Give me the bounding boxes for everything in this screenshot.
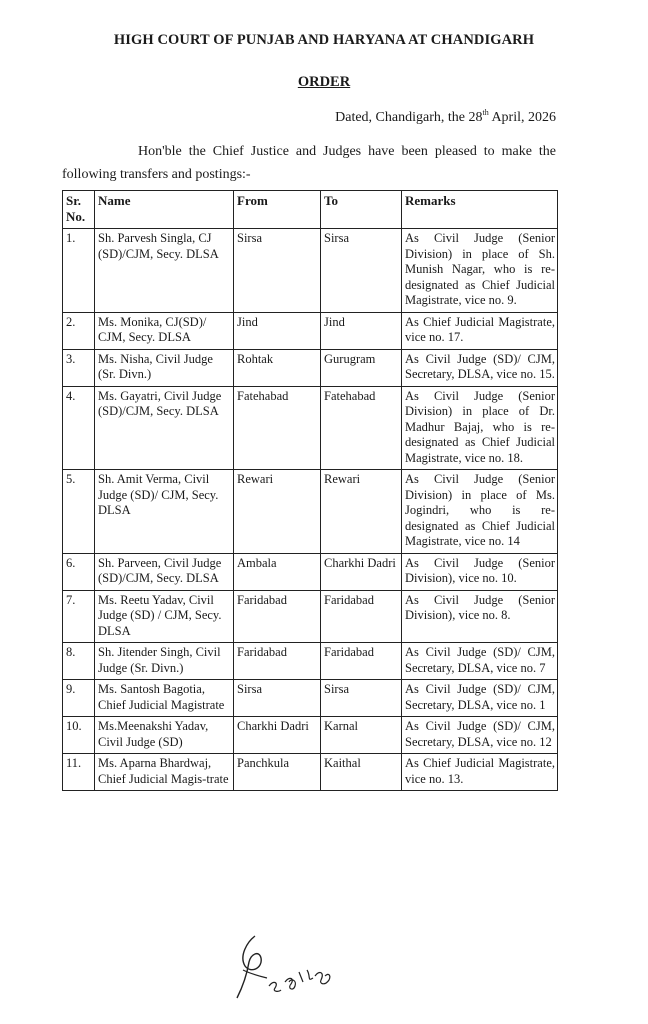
cell-to: Sirsa xyxy=(321,229,402,313)
order-heading-text: ORDER xyxy=(297,74,351,90)
cell-remarks: As Civil Judge (SD)/ CJM, Secretary, DLSA, vice no. 15. xyxy=(402,349,558,386)
cell-remarks: As Civil Judge (Senior Division), vice no. 8. xyxy=(402,590,558,643)
cell-name: Ms.Meenakshi Yadav, Civil Judge (SD) xyxy=(95,717,234,754)
cell-remarks: As Civil Judge (Senior Division), vice no. 10. xyxy=(402,553,558,590)
col-header-from: From xyxy=(234,191,321,229)
cell-to: Faridabad xyxy=(321,590,402,643)
table-row xyxy=(63,553,558,590)
cell-remarks: As Chief Judicial Magistrate, vice no. 13. xyxy=(402,754,558,791)
cell-sr: 4. xyxy=(63,386,95,470)
cell-name: Sh. Parveen, Civil Judge (SD)/CJM, Secy. DLSA xyxy=(95,553,234,590)
table-row xyxy=(63,312,558,349)
signature-scribble xyxy=(225,930,345,1010)
cell-remarks: As Civil Judge (SD)/ CJM, Secretary, DLSA, vice no. 1 xyxy=(402,680,558,717)
cell-from: Sirsa xyxy=(234,229,321,313)
date-suffix: th xyxy=(482,108,489,117)
table-body xyxy=(63,229,558,791)
cell-remarks: As Civil Judge (Senior Division) in place of Ms. Jogindri, who is re-designated as Chief Judicial Magistrate, vice no. 14 xyxy=(402,470,558,554)
cell-sr: 1. xyxy=(63,229,95,313)
date-prefix: Dated, Chandigarh, the 28 xyxy=(335,110,483,125)
col-header-to: To xyxy=(321,191,402,229)
cell-from: Faridabad xyxy=(234,643,321,680)
cell-to: Karnal xyxy=(321,717,402,754)
cell-to: Sirsa xyxy=(321,680,402,717)
table-row xyxy=(63,386,558,470)
order-date xyxy=(335,108,556,126)
cell-name: Sh. Amit Verma, Civil Judge (SD)/ CJM, Secy. DLSA xyxy=(95,470,234,554)
cell-from: Panchkula xyxy=(234,754,321,791)
cell-remarks: As Civil Judge (Senior Division) in place of Dr. Madhur Bajaj, who is re-designated as Chief Judicial Magistrate, vice no. 18. xyxy=(402,386,558,470)
cell-sr: 2. xyxy=(63,312,95,349)
cell-from: Faridabad xyxy=(234,590,321,643)
intro-paragraph: Hon'ble the Chief Justice and Judges have been pleased to make the following transfers and postings:- xyxy=(62,144,556,182)
cell-name: Sh. Jitender Singh, Civil Judge (Sr. Divn.) xyxy=(95,643,234,680)
col-header-sr: Sr. No. xyxy=(63,191,95,229)
cell-from: Rewari xyxy=(234,470,321,554)
cell-to: Rewari xyxy=(321,470,402,554)
cell-from: Jind xyxy=(234,312,321,349)
cell-to: Kaithal xyxy=(321,754,402,791)
cell-name: Sh. Parvesh Singla, CJ (SD)/CJM, Secy. DLSA xyxy=(95,229,234,313)
cell-name: Ms. Nisha, Civil Judge (Sr. Divn.) xyxy=(95,349,234,386)
table-row xyxy=(63,590,558,643)
handwritten-signature xyxy=(225,930,345,1015)
cell-remarks: As Chief Judicial Magistrate, vice no. 17. xyxy=(402,312,558,349)
cell-sr: 5. xyxy=(63,470,95,554)
cell-name: Ms. Gayatri, Civil Judge (SD)/CJM, Secy. DLSA xyxy=(95,386,234,470)
cell-to: Jind xyxy=(321,312,402,349)
cell-to: Charkhi Dadri xyxy=(321,553,402,590)
table-row xyxy=(63,754,558,791)
cell-sr: 7. xyxy=(63,590,95,643)
cell-remarks: As Civil Judge (SD)/ CJM, Secretary, DLSA, vice no. 12 xyxy=(402,717,558,754)
cell-to: Gurugram xyxy=(321,349,402,386)
cell-sr: 9. xyxy=(63,680,95,717)
date-rest: April, 2026 xyxy=(488,110,556,125)
cell-remarks: As Civil Judge (SD)/ CJM, Secretary, DLSA, vice no. 7 xyxy=(402,643,558,680)
table-row xyxy=(63,643,558,680)
cell-to: Faridabad xyxy=(321,643,402,680)
table-row xyxy=(63,717,558,754)
cell-from: Charkhi Dadri xyxy=(234,717,321,754)
cell-from: Rohtak xyxy=(234,349,321,386)
table-row xyxy=(63,680,558,717)
table-row xyxy=(63,349,558,386)
cell-remarks: As Civil Judge (Senior Division) in place of Sh. Munish Nagar, who is re-designated as Chief Judicial Magistrate, vice no. 9. xyxy=(402,229,558,313)
cell-from: Fatehabad xyxy=(234,386,321,470)
col-header-remarks: Remarks xyxy=(402,191,558,229)
cell-name: Ms. Reetu Yadav, Civil Judge (SD) / CJM, Secy. DLSA xyxy=(95,590,234,643)
cell-name: Ms. Monika, CJ(SD)/ CJM, Secy. DLSA xyxy=(95,312,234,349)
cell-sr: 10. xyxy=(63,717,95,754)
cell-from: Sirsa xyxy=(234,680,321,717)
cell-sr: 8. xyxy=(63,643,95,680)
cell-sr: 3. xyxy=(63,349,95,386)
cell-from: Ambala xyxy=(234,553,321,590)
cell-sr: 6. xyxy=(63,553,95,590)
court-title: HIGH COURT OF PUNJAB AND HARYANA AT CHANDIGARH xyxy=(113,32,535,48)
order-heading xyxy=(0,74,648,91)
cell-to: Fatehabad xyxy=(321,386,402,470)
table-row xyxy=(63,229,558,313)
cell-name: Ms. Santosh Bagotia, Chief Judicial Magistrate xyxy=(95,680,234,717)
col-header-name: Name xyxy=(95,191,234,229)
table-row xyxy=(63,470,558,554)
table-header-row xyxy=(63,191,558,229)
postings-table xyxy=(62,190,558,791)
cell-sr: 11. xyxy=(63,754,95,791)
cell-name: Ms. Aparna Bhardwaj, Chief Judicial Magis-trate xyxy=(95,754,234,791)
